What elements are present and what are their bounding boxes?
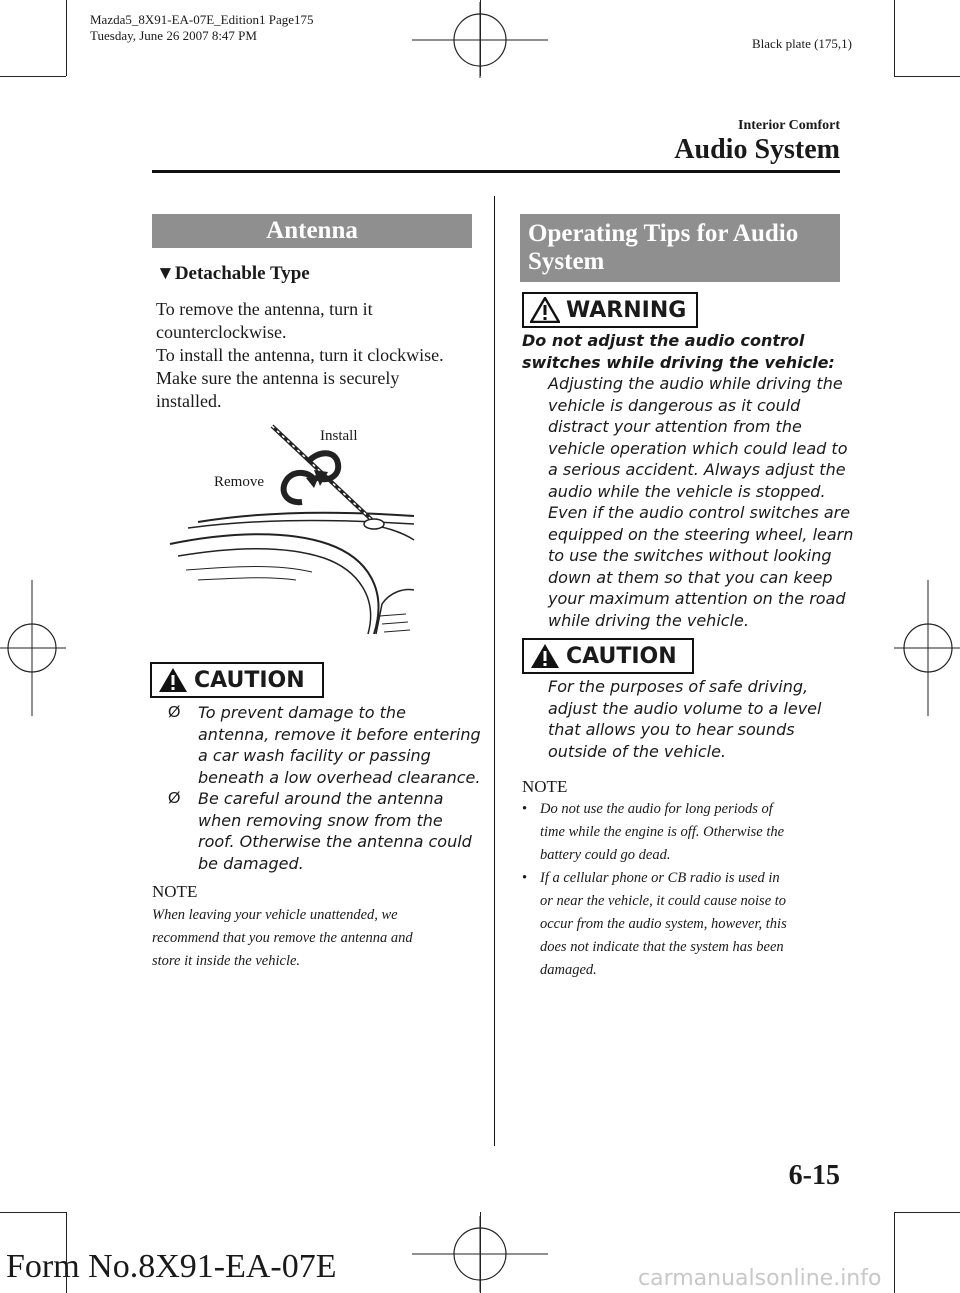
- figure-label-install: Install: [320, 428, 358, 444]
- note-label: NOTE: [152, 882, 198, 901]
- bullet-arrow-icon: Ø: [168, 704, 181, 721]
- registration-mark: [0, 580, 66, 716]
- note-line: does not indicate that the system has been: [540, 939, 784, 955]
- caution-list: [168, 702, 481, 874]
- warning-badge: [522, 292, 698, 328]
- crop-mark: [894, 76, 960, 77]
- print-job-info: [90, 12, 313, 44]
- caution-label: CAUTION: [194, 667, 305, 693]
- text-line: To remove the antenna, turn it: [156, 299, 373, 319]
- caution-body: [548, 676, 821, 762]
- note-line: If a cellular phone or CB radio is used in: [540, 870, 780, 886]
- note-line: battery could go dead.: [540, 847, 671, 863]
- text-line: installed.: [156, 391, 222, 411]
- warning-lead-line: Do not adjust the audio control: [522, 331, 805, 350]
- column-divider: [494, 196, 495, 1146]
- bullet-dot-icon: •: [522, 801, 528, 817]
- print-date-line: Tuesday, June 26 2007 8:47 PM: [90, 28, 257, 43]
- chapter-title: Audio System: [674, 134, 840, 165]
- crop-mark: [894, 0, 895, 76]
- registration-mark: [412, 1216, 548, 1292]
- note-line: store it inside the vehicle.: [152, 953, 301, 969]
- warning-lead: [522, 330, 835, 373]
- note-line: recommend that you remove the antenna and: [152, 930, 413, 946]
- note-line: damaged.: [540, 962, 597, 978]
- warning-line: Even if the audio control switches are: [548, 503, 851, 522]
- caution-badge: [522, 638, 694, 674]
- subheading: [156, 263, 310, 285]
- note-line: Do not use the audio for long periods of: [540, 801, 773, 817]
- warning-line: to use the switches without looking: [548, 546, 832, 565]
- caution-line: adjust the audio volume to a level: [548, 698, 822, 718]
- text-line: To install the antenna, turn it clockwise.: [156, 345, 444, 365]
- warning-label: WARNING: [566, 297, 687, 323]
- bullet-arrow-icon: Ø: [168, 790, 181, 807]
- crop-mark: [894, 1212, 895, 1293]
- watermark: carmanualsonline.info: [638, 1266, 882, 1291]
- warning-line: audio while the vehicle is stopped.: [548, 481, 826, 501]
- caution-line: outside of the vehicle.: [548, 741, 726, 761]
- section-heading-antenna: Antenna: [152, 214, 472, 248]
- warning-lead-line: switches while driving the vehicle:: [522, 352, 835, 372]
- caution-line: To prevent damage to the: [198, 703, 406, 722]
- subheading-text: Detachable Type: [174, 263, 310, 284]
- caution-line: be damaged.: [198, 853, 304, 873]
- figure-label-remove: Remove: [214, 474, 264, 490]
- crop-mark: [0, 1212, 66, 1213]
- warning-line: while driving the vehicle.: [548, 610, 749, 630]
- caution-line: roof. Otherwise the antenna could: [198, 832, 472, 851]
- crop-mark: [66, 0, 67, 76]
- warning-line: vehicle is dangerous as it could: [548, 395, 801, 415]
- heading-line: Operating Tips for Audio: [528, 220, 799, 247]
- antenna-figure: [168, 420, 416, 640]
- antenna-illustration: [168, 420, 416, 640]
- caution-badge: [150, 662, 324, 698]
- form-number: Form No.8X91-EA-07E: [6, 1248, 337, 1285]
- caution-line: Be careful around the antenna: [198, 789, 444, 808]
- crop-mark: [0, 76, 66, 77]
- warning-line: a serious accident. Always adjust the: [548, 460, 846, 479]
- note-line: or near the vehicle, it could cause noise to: [540, 893, 787, 909]
- caution-item: [168, 702, 481, 788]
- warning-line: equipped on the steering wheel, learn: [548, 524, 854, 544]
- print-file-line: Mazda5_8X91-EA-07E_Edition1 Page175: [90, 12, 314, 27]
- caution-line: that allows you to hear sounds: [548, 720, 795, 739]
- registration-mark: [894, 580, 960, 716]
- section-name: Interior Comfort: [738, 118, 840, 133]
- note-label: NOTE: [522, 777, 568, 796]
- bullet-dot-icon: •: [522, 870, 528, 886]
- warning-line: vehicle operation which could lead to: [548, 438, 848, 458]
- note-list: [522, 798, 787, 982]
- heading-line: System: [528, 248, 605, 275]
- warning-line: down at them so that you can keep: [548, 567, 833, 587]
- note-line: When leaving your vehicle unattended, we: [152, 907, 398, 923]
- section-heading-operating-tips: [520, 214, 840, 282]
- warning-icon: [530, 297, 560, 323]
- warning-body: [548, 373, 853, 631]
- page-number: 6-15: [788, 1160, 840, 1191]
- caution-line: beneath a low overhead clearance.: [198, 767, 481, 787]
- note-line: occur from the audio system, however, this: [540, 916, 787, 932]
- warning-line: Adjusting the audio while driving the: [548, 374, 843, 393]
- triangle-marker-icon: ▼: [156, 263, 175, 284]
- caution-label: CAUTION: [566, 643, 677, 669]
- crop-mark: [894, 1212, 960, 1213]
- caution-line: antenna, remove it before entering: [198, 724, 481, 744]
- caution-line: a car wash facility or passing: [198, 746, 431, 765]
- header-rule: [152, 170, 840, 173]
- note-line: time while the engine is off. Otherwise the: [540, 824, 785, 840]
- caution-item: [168, 788, 481, 874]
- note-item: [522, 867, 787, 982]
- body-paragraph: [156, 298, 444, 413]
- warning-line: your maximum attention on the road: [548, 589, 846, 608]
- caution-icon: [530, 643, 560, 669]
- caution-icon: [158, 667, 188, 693]
- plate-info: Black plate (175,1): [752, 36, 852, 51]
- registration-mark: [412, 2, 548, 78]
- note-body: [152, 904, 413, 973]
- text-line: Make sure the antenna is securely: [156, 368, 400, 388]
- caution-line: when removing snow from the: [198, 810, 443, 830]
- caution-line: For the purposes of safe driving,: [548, 677, 809, 696]
- text-line: counterclockwise.: [156, 322, 287, 342]
- warning-line: distract your attention from the: [548, 417, 802, 436]
- note-item: [522, 798, 787, 867]
